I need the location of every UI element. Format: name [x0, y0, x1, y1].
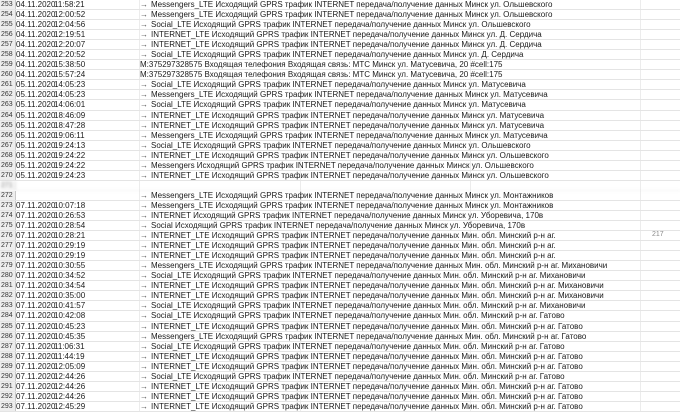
table-row[interactable]: [0, 151, 680, 161]
service-description-cell[interactable]: [140, 131, 680, 140]
row-number[interactable]: 289: [0, 362, 16, 371]
date-cell[interactable]: 07.11.2020: [16, 361, 56, 371]
date-cell[interactable]: 07.11.2020: [16, 341, 56, 351]
service-text: Messengers_LTE Исходящий GPRS трафик INTERNET передача/получение данных Минск ул. Монтажников: [151, 200, 554, 210]
time-cell[interactable]: 10:28:21: [54, 231, 86, 241]
service-text: Messengers_LTE Исходящий GPRS трафик INTERNET передача/получение данных Минск ул. Матусевича: [151, 130, 548, 140]
table-row[interactable]: [0, 50, 680, 60]
service-text: Social Исходящий GPRS трафик INTERNET передача/получение данных Минск ул. Уборевича, 170в: [151, 221, 526, 231]
row-number[interactable]: 282: [0, 291, 16, 300]
arrow-icon: →: [140, 30, 148, 40]
time-cell[interactable]: 10:30:55: [54, 261, 86, 271]
table-row[interactable]: [0, 181, 680, 191]
table-row[interactable]: [0, 322, 680, 332]
service-description-cell[interactable]: [140, 382, 680, 391]
row-number[interactable]: 291: [0, 382, 16, 391]
table-row[interactable]: [0, 382, 680, 392]
row-number[interactable]: 285: [0, 322, 16, 331]
row-number[interactable]: 273: [0, 201, 16, 210]
time-cell[interactable]: 19:24:13: [54, 140, 86, 150]
service-text: Social_LTE Исходящий GPRS трафик INTERNET передача/получение данных Минск ул. Матусевича: [151, 80, 526, 90]
time-cell[interactable]: 11:44:19: [54, 351, 85, 361]
arrow-icon: →: [140, 351, 148, 361]
arrow-icon: →: [140, 231, 148, 241]
service-description-cell[interactable]: [140, 0, 680, 9]
date-cell[interactable]: 07.11.2020: [16, 351, 56, 361]
arrow-icon: →: [140, 110, 148, 120]
table-row[interactable]: [0, 191, 680, 201]
row-number[interactable]: 290: [0, 372, 16, 381]
table-row[interactable]: [0, 281, 680, 291]
service-text: INTERNET_LTE Исходящий GPRS трафик INTERNET передача/получение данных Минск ул. Д. Сердича: [151, 40, 542, 50]
service-text: Social_LTE Исходящий GPRS трафик INTERNET передача/получение данных Мин. обл. Минский р-н аг. Михановичи: [151, 271, 586, 281]
row-number[interactable]: 271: [0, 181, 16, 190]
date-cell[interactable]: 04.11.2020: [16, 30, 56, 40]
date-cell[interactable]: 05.11.2020: [16, 170, 56, 180]
arrow-icon: →: [140, 371, 148, 381]
service-text: Messengers_LTE Исходящий GPRS трафик INTERNET передача/получение данных Минск ул. Монтажников: [151, 190, 554, 200]
table-row[interactable]: [0, 131, 680, 141]
date-cell[interactable]: 07.11.2020: [16, 271, 56, 281]
service-description-cell[interactable]: [140, 362, 680, 371]
arrow-icon: →: [140, 150, 148, 160]
service-description-cell[interactable]: [140, 271, 680, 280]
service-text: Social_LTE Исходящий GPRS трафик INTERNET передача/получение данных Мин. обл. Минский р-н аг. Михановичи: [151, 301, 586, 311]
time-cell[interactable]: 12:44:26: [54, 371, 86, 381]
service-description-cell[interactable]: [140, 372, 680, 381]
service-text: Social_LTE Исходящий GPRS трафик INTERNET передача/получение данных Минск ул. Матусевича: [151, 100, 526, 110]
arrow-icon: →: [140, 170, 148, 180]
service-description-cell[interactable]: [140, 352, 680, 361]
service-text: INTERNET_LTE Исходящий GPRS трафик INTERNET передача/получение данных Мин. обл. Минский р-н аг. Михановичи: [151, 281, 604, 291]
service-description-cell[interactable]: [140, 10, 680, 19]
service-description-cell[interactable]: [140, 161, 680, 170]
service-description-cell[interactable]: [140, 261, 680, 270]
service-text: INTERNET_LTE Исходящий GPRS трафик INTERNET передача/получение данных Минск ул. Матусевича: [151, 110, 545, 120]
time-cell[interactable]: 10:42:08: [54, 311, 86, 321]
time-cell[interactable]: 19:24:23: [54, 170, 86, 180]
table-row[interactable]: [0, 121, 680, 131]
service-description-cell[interactable]: [140, 50, 680, 59]
service-description-cell[interactable]: [140, 241, 680, 250]
row-number[interactable]: 259: [0, 60, 16, 69]
date-cell[interactable]: 07.11.2020: [16, 241, 56, 251]
row-number[interactable]: 275: [0, 221, 16, 230]
service-description-cell[interactable]: [140, 90, 680, 99]
service-description-cell[interactable]: [140, 111, 680, 120]
stray-cell-value: 217: [652, 231, 664, 238]
table-row[interactable]: [0, 352, 680, 362]
service-description-cell[interactable]: [140, 402, 680, 411]
service-description-cell[interactable]: [140, 251, 680, 260]
table-row[interactable]: [0, 362, 680, 372]
time-cell[interactable]: 19:24:22: [54, 160, 86, 170]
date-cell[interactable]: 07.11.2020: [16, 321, 56, 331]
row-number[interactable]: 278: [0, 251, 16, 260]
table-row[interactable]: [0, 161, 680, 171]
time-cell[interactable]: 15:57:24: [54, 70, 86, 80]
service-text: INTERNET_LTE Исходящий GPRS трафик INTERNET передача/получение данных Мин. обл. Минский р-н аг. Гатово: [151, 381, 583, 391]
row-number[interactable]: 256: [0, 30, 16, 39]
arrow-icon: →: [140, 50, 148, 60]
date-cell[interactable]: 05.11.2020: [16, 110, 56, 120]
row-number[interactable]: 274: [0, 211, 16, 220]
service-description-cell[interactable]: [140, 30, 680, 39]
arrow-icon: →: [140, 200, 148, 210]
table-row[interactable]: [0, 30, 680, 40]
service-description-cell[interactable]: [140, 191, 680, 200]
table-row[interactable]: [0, 251, 680, 261]
row-number[interactable]: 268: [0, 151, 16, 160]
service-text: INTERNET_LTE Исходящий GPRS трафик INTERNET передача/получение данных Мин. обл. Минский р-н аг. Гатово: [151, 391, 583, 401]
table-row[interactable]: [0, 342, 680, 352]
table-row[interactable]: [0, 231, 680, 241]
arrow-icon: →: [140, 130, 148, 140]
service-description-cell[interactable]: [140, 141, 680, 150]
date-cell[interactable]: 07.11.2020: [16, 401, 56, 411]
service-description-cell[interactable]: [140, 100, 680, 109]
service-description-cell[interactable]: [140, 281, 680, 290]
service-text: INTERNET_LTE Исходящий GPRS трафик INTERNET передача/получение данных Мин. обл. Минский р-н аг. Михановичи: [151, 291, 604, 301]
row-number[interactable]: 283: [0, 301, 16, 310]
time-cell[interactable]: 14:06:01: [54, 100, 86, 110]
time-cell[interactable]: 10:45:35: [54, 331, 86, 341]
row-number[interactable]: 293: [0, 402, 16, 411]
table-row[interactable]: [0, 201, 680, 211]
service-text: Messengers_LTE Исходящий GPRS трафик INTERNET передача/получение данных Минск ул. Матусевича: [151, 90, 548, 100]
time-cell[interactable]: 15:38:50: [54, 60, 86, 70]
service-text: INTERNET_LTE Исходящий GPRS трафик INTERNET передача/получение данных Мин. обл. Минский р-н аг. Гатово: [151, 361, 583, 371]
date-cell[interactable]: 04.11.2020: [16, 0, 56, 9]
table-row[interactable]: [0, 241, 680, 251]
service-description-cell[interactable]: [140, 70, 680, 79]
date-cell[interactable]: 07.11.2020: [16, 391, 56, 401]
date-cell[interactable]: 07.11.2020: [16, 251, 56, 261]
arrow-icon: →: [140, 251, 148, 261]
service-description-cell[interactable]: [140, 201, 680, 210]
time-cell[interactable]: 14:05:23: [54, 90, 86, 100]
row-number[interactable]: 260: [0, 70, 16, 79]
arrow-icon: →: [140, 221, 148, 231]
service-text: Social_LTE Исходящий GPRS трафик INTERNET передача/получение данных Мин. обл. Минский р-н аг. Гатово: [151, 311, 565, 321]
arrow-icon: →: [140, 120, 148, 130]
arrow-icon: →: [140, 281, 148, 291]
arrow-icon: →: [140, 301, 148, 311]
service-text: INTERNET_LTE Исходящий GPRS трафик INTERNET передача/получение данных Минск ул. Ольшевского: [151, 150, 549, 160]
time-cell[interactable]: 12:20:52: [54, 50, 86, 60]
arrow-icon: →: [140, 80, 148, 90]
row-number[interactable]: 272: [0, 191, 16, 200]
arrow-icon: →: [140, 210, 148, 220]
date-cell[interactable]: 04.11.2020: [16, 70, 56, 80]
time-cell[interactable]: 10:26:53: [54, 210, 86, 220]
table-row[interactable]: [0, 10, 680, 20]
date-cell[interactable]: 04.11.2020: [16, 10, 56, 20]
time-cell[interactable]: 10:45:23: [54, 321, 86, 331]
service-description-cell[interactable]: [140, 20, 680, 29]
table-row[interactable]: [0, 372, 680, 382]
service-description-cell[interactable]: [140, 342, 680, 351]
service-text: INTERNET_LTE Исходящий GPRS трафик INTERNET передача/получение данных Минск ул. Ольшевского: [151, 170, 549, 180]
time-cell[interactable]: 10:41:57: [54, 301, 86, 311]
time-cell[interactable]: 10:34:52: [54, 271, 86, 281]
row-number[interactable]: 288: [0, 352, 16, 361]
table-row[interactable]: [0, 100, 680, 110]
date-cell[interactable]: 07.11.2020: [16, 291, 56, 301]
service-description-cell[interactable]: [140, 332, 680, 341]
service-text: Social_LTE Исходящий GPRS трафик INTERNET передача/получение данных Минск ул. Ольшевского: [151, 140, 531, 150]
date-cell[interactable]: 04.11.2020: [16, 40, 56, 50]
service-text: INTERNET_LTE Исходящий GPRS трафик INTERNET передача/получение данных Мин. обл. Минский р-н аг.: [151, 241, 556, 251]
date-cell[interactable]: 07.11.2020: [16, 200, 56, 210]
time-cell[interactable]: 10:29:19: [54, 241, 86, 251]
time-cell[interactable]: 12:05:09: [54, 361, 86, 371]
arrow-icon: →: [140, 291, 148, 301]
table-row[interactable]: [0, 60, 680, 70]
service-description-cell[interactable]: [140, 121, 680, 130]
service-description-cell[interactable]: [140, 60, 680, 69]
row-number[interactable]: 264: [0, 111, 16, 120]
arrow-icon: →: [140, 391, 148, 401]
table-row[interactable]: [0, 20, 680, 30]
time-cell[interactable]: 12:45:29: [54, 401, 86, 411]
time-cell[interactable]: 10:35:00: [54, 291, 86, 301]
date-cell[interactable]: 07.11.2020: [16, 210, 56, 220]
date-cell[interactable]: 05.11.2020: [16, 140, 56, 150]
arrow-icon: →: [140, 160, 148, 170]
service-text: Social_LTE Исходящий GPRS трафик INTERNET передача/получение данных Минск ул. Д. Сердича: [151, 50, 524, 60]
arrow-icon: →: [140, 0, 148, 9]
date-cell[interactable]: 07.11.2020: [16, 311, 56, 321]
time-cell[interactable]: 19:06:11: [54, 130, 85, 140]
arrow-icon: →: [140, 20, 148, 30]
service-text: INTERNET Исходящий GPRS трафик INTERNET передача/получение данных Минск ул. Уборевича, 170в: [151, 210, 544, 220]
row-number[interactable]: 279: [0, 261, 16, 270]
table-row[interactable]: [0, 171, 680, 181]
service-description-cell[interactable]: [140, 171, 680, 180]
service-description-cell[interactable]: [140, 221, 680, 230]
row-number[interactable]: 277: [0, 241, 16, 250]
arrow-icon: →: [140, 331, 148, 341]
time-cell[interactable]: 12:04:56: [54, 20, 86, 30]
table-row[interactable]: [0, 211, 680, 221]
arrow-icon: →: [140, 401, 148, 411]
service-text: Social_LTE Исходящий GPRS трафик INTERNET передача/получение данных Мин. обл. Минский р-н аг. Гатово: [151, 371, 565, 381]
service-text: M:375297328575 Входящая телефония Входящая связь: МТС Минск ул. Матусевича, 20 #cell:175: [140, 70, 503, 80]
row-number[interactable]: 281: [0, 281, 16, 290]
service-description-cell[interactable]: [140, 151, 680, 160]
time-cell[interactable]: 12:19:51: [54, 30, 86, 40]
date-cell[interactable]: 07.11.2020: [16, 221, 56, 231]
row-number[interactable]: 270: [0, 171, 16, 180]
table-row[interactable]: [0, 111, 680, 121]
date-cell[interactable]: 07.11.2020: [16, 261, 56, 271]
service-text: Messengers_LTE Исходящий GPRS трафик INTERNET передача/получение данных Минск ул. Ольшевского: [151, 10, 553, 20]
arrow-icon: →: [140, 40, 148, 50]
date-cell[interactable]: 05.11.2020: [16, 90, 56, 100]
service-text: Social_LTE Исходящий GPRS трафик INTERNET передача/получение данных Мин. обл. Минский р-н аг. Гатово: [151, 341, 565, 351]
arrow-icon: →: [140, 311, 148, 321]
row-number[interactable]: 261: [0, 80, 16, 89]
table-row[interactable]: [0, 80, 680, 90]
arrow-icon: →: [140, 90, 148, 100]
service-text: INTERNET_LTE Исходящий GPRS трафик INTERNET передача/получение данных Мин. обл. Минский р-н аг.: [151, 231, 556, 241]
date-cell[interactable]: 04.11.2020: [16, 60, 56, 70]
time-cell[interactable]: 10:34:54: [54, 281, 86, 291]
service-description-cell[interactable]: [140, 211, 680, 220]
service-text: INTERNET_LTE Исходящий GPRS трафик INTERNET передача/получение данных Мин. обл. Минский р-н аг.: [151, 251, 556, 261]
service-text: Messengers_LTE Исходящий GPRS трафик INTERNET передача/получение данных Мин. обл. Минский р-н аг. Гатово: [151, 331, 587, 341]
service-text: Messengers_LTE Исходящий GPRS трафик INTERNET передача/получение данных Мин. обл. Минский р-н аг. Михановичи: [151, 261, 608, 271]
date-cell[interactable]: 07.11.2020: [16, 231, 56, 241]
date-cell[interactable]: 07.11.2020: [16, 301, 56, 311]
arrow-icon: →: [140, 321, 148, 331]
service-text: INTERNET_LTE Исходящий GPRS трафик INTERNET передача/получение данных Мин. обл. Минский р-н аг. Гатово: [151, 401, 583, 411]
date-cell[interactable]: 07.11.2020: [16, 331, 56, 341]
date-cell[interactable]: 04.11.2020: [16, 50, 56, 60]
time-cell[interactable]: 18:46:09: [54, 110, 86, 120]
row-number[interactable]: 292: [0, 392, 16, 401]
arrow-icon: →: [140, 241, 148, 251]
date-cell[interactable]: 07.11.2020: [16, 281, 56, 291]
time-cell[interactable]: 19:24:22: [54, 150, 86, 160]
date-cell[interactable]: 05.11.2020: [16, 80, 56, 90]
service-text: INTERNET_LTE Исходящий GPRS трафик INTERNET передача/получение данных Минск ул. Матусевича: [151, 120, 545, 130]
date-cell[interactable]: 04.11.2020: [16, 20, 56, 30]
table-row[interactable]: [0, 70, 680, 80]
service-description-cell[interactable]: [140, 311, 680, 320]
table-row[interactable]: [0, 311, 680, 321]
arrow-icon: →: [140, 341, 148, 351]
arrow-icon: →: [140, 361, 148, 371]
row-number[interactable]: 255: [0, 20, 16, 29]
row-number[interactable]: 287: [0, 342, 16, 351]
row-number[interactable]: 262: [0, 90, 16, 99]
service-text: M:375297328575 Входящая телефония Входящая связь: МТС Минск ул. Матусевича, 20 #cell:175: [140, 60, 503, 70]
date-cell[interactable]: 05.11.2020: [16, 130, 56, 140]
time-cell[interactable]: 14:05:23: [54, 80, 86, 90]
row-number[interactable]: 254: [0, 10, 16, 19]
time-cell[interactable]: 12:44:26: [54, 391, 86, 401]
service-description-cell[interactable]: [140, 301, 680, 310]
row-number[interactable]: 269: [0, 161, 16, 170]
time-cell[interactable]: 10:07:18: [54, 200, 86, 210]
arrow-icon: →: [140, 261, 148, 271]
row-number[interactable]: 280: [0, 271, 16, 280]
arrow-icon: →: [140, 271, 148, 281]
row-number[interactable]: 258: [0, 50, 16, 59]
time-cell[interactable]: 11:06:31: [54, 341, 85, 351]
row-number[interactable]: 284: [0, 311, 16, 320]
row-number[interactable]: 263: [0, 100, 16, 109]
time-cell[interactable]: 10:29:19: [54, 251, 86, 261]
service-description-cell[interactable]: [140, 80, 680, 89]
service-description-cell[interactable]: [140, 40, 680, 49]
arrow-icon: →: [140, 100, 148, 110]
table-row[interactable]: [0, 40, 680, 50]
table-row[interactable]: [0, 332, 680, 342]
service-description-cell[interactable]: [140, 322, 680, 331]
time-cell[interactable]: 12:20:07: [54, 40, 86, 50]
service-description-cell[interactable]: [140, 291, 680, 300]
row-number[interactable]: 276: [0, 231, 16, 240]
time-cell[interactable]: 12:00:52: [54, 10, 86, 20]
arrow-icon: →: [140, 140, 148, 150]
table-row[interactable]: [0, 0, 680, 10]
date-cell[interactable]: 07.11.2020: [16, 371, 56, 381]
table-row[interactable]: [0, 402, 680, 412]
row-number[interactable]: 267: [0, 141, 16, 150]
arrow-icon: →: [140, 10, 148, 20]
service-text: Messengers_LTE Исходящий GPRS трафик INTERNET передача/получение данных Минск ул. Ольшевского: [151, 0, 553, 9]
date-cell[interactable]: 05.11.2020: [16, 100, 56, 110]
table-row[interactable]: [0, 291, 680, 301]
table-row[interactable]: [0, 141, 680, 151]
date-cell[interactable]: 05.11.2020: [16, 160, 56, 170]
row-number[interactable]: 266: [0, 131, 16, 140]
time-cell[interactable]: 11:58:21: [54, 0, 85, 9]
row-number[interactable]: 286: [0, 332, 16, 341]
table-row[interactable]: [0, 392, 680, 402]
service-description-cell[interactable]: [140, 231, 680, 240]
date-cell[interactable]: 05.11.2020: [16, 120, 56, 130]
table-row[interactable]: [0, 271, 680, 281]
table-row[interactable]: [0, 301, 680, 311]
arrow-icon: →: [140, 190, 148, 200]
row-number[interactable]: 265: [0, 121, 16, 130]
service-text: INTERNET_LTE Исходящий GPRS трафик INTERNET передача/получение данных Мин. обл. Минский р-н аг. Гатово: [151, 321, 583, 331]
service-text: INTERNET_LTE Исходящий GPRS трафик INTERNET передача/получение данных Мин. обл. Минский р-н аг. Гатово: [151, 351, 583, 361]
row-number[interactable]: 253: [0, 0, 16, 9]
table-row[interactable]: [0, 221, 680, 231]
service-text: INTERNET_LTE Исходящий GPRS трафик INTERNET передача/получение данных Минск ул. Д. Сердича: [151, 30, 542, 40]
time-cell[interactable]: 12:44:26: [54, 381, 86, 391]
time-cell[interactable]: 18:47:28: [54, 120, 86, 130]
arrow-icon: →: [140, 381, 148, 391]
service-text: Messengers Исходящий GPRS трафик INTERNET передача/получение данных Минск ул. Ольшевского: [151, 160, 534, 170]
date-cell[interactable]: 07.11.2020: [16, 381, 56, 391]
row-number[interactable]: 257: [0, 40, 16, 49]
date-cell[interactable]: 05.11.2020: [16, 150, 56, 160]
time-cell[interactable]: 10:28:54: [54, 221, 86, 231]
table-row[interactable]: [0, 261, 680, 271]
service-text: Social_LTE Исходящий GPRS трафик INTERNET передача/получение данных Минск ул. Ольшевского: [151, 20, 531, 30]
service-description-cell[interactable]: [140, 392, 680, 401]
table-row[interactable]: [0, 90, 680, 100]
